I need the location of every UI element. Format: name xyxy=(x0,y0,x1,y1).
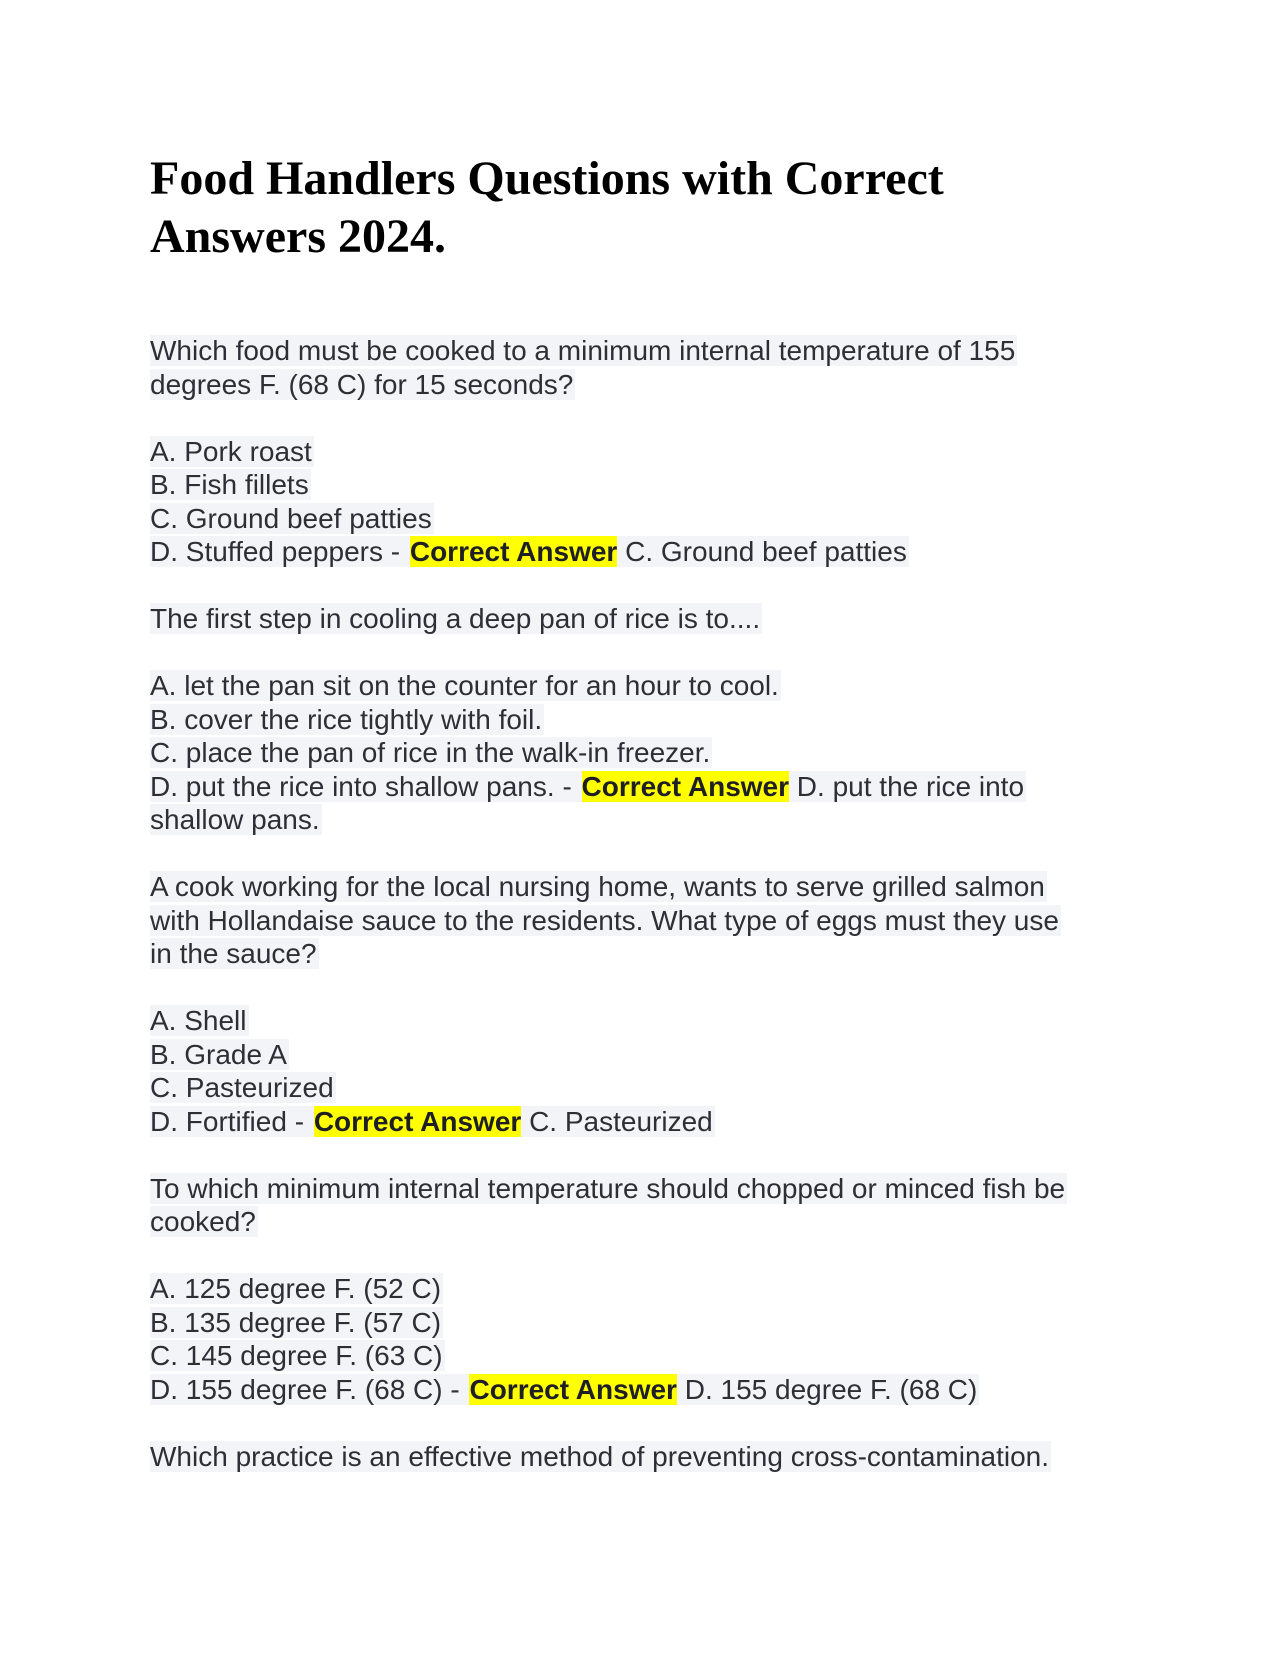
option-c: C. Ground beef patties xyxy=(150,502,432,534)
option-b: B. cover the rice tightly with foil. xyxy=(150,703,543,735)
option-c: C. place the pan of rice in the walk-in freezer. xyxy=(150,737,711,768)
option-c: C. Pasteurized xyxy=(150,1072,334,1103)
question-text: A cook working for the local nursing home, wants to serve grilled salmon xyxy=(150,871,1045,902)
question-text: Which food must be cooked to a minimum internal temperature of 155 xyxy=(150,335,1016,366)
option-d-with-answer: D. Stuffed peppers - Correct Answer C. Ground beef patties xyxy=(150,536,907,567)
question-text: Which practice is an effective method of preventing cross-contamination. xyxy=(150,1440,1050,1472)
correct-answer-highlight: Correct Answer xyxy=(409,536,618,567)
option-d-with-answer: D. Fortified - Correct Answer C. Pasteurized xyxy=(150,1105,713,1137)
question-text: degrees F. (68 C) for 15 seconds? xyxy=(150,368,574,400)
correct-answer-highlight: Correct Answer xyxy=(313,1105,522,1137)
title-line-1: Food Handlers Questions with Correct xyxy=(150,152,944,205)
option-d-with-answer: D. put the rice into shallow pans. - Correct Answer D. put the rice into xyxy=(150,770,1025,802)
questions-list xyxy=(150,334,1130,1473)
question-block xyxy=(150,334,1130,569)
question-text: To which minimum internal temperature should chopped or minced fish be xyxy=(150,1172,1066,1204)
option-a: A. let the pan sit on the counter for an hour to cool. xyxy=(150,670,779,701)
option-b: B. Fish fillets xyxy=(150,469,309,500)
answer-text: D. put the rice into xyxy=(789,770,1025,802)
correct-answer-highlight: Correct Answer xyxy=(469,1373,677,1405)
question-text: in the sauce? xyxy=(150,938,317,969)
option-a: A. Pork roast xyxy=(150,435,312,467)
question-text: cooked? xyxy=(150,1206,256,1237)
answer-text: D. 155 degree F. (68 C) xyxy=(676,1373,978,1405)
question-text: with Hollandaise sauce to the residents. What type of eggs must they use xyxy=(150,904,1059,936)
correct-answer-highlight: Correct Answer xyxy=(581,770,790,802)
option-b: B. 135 degree F. (57 C) xyxy=(150,1306,442,1338)
document-page xyxy=(150,150,1130,1473)
option-a: A. 125 degree F. (52 C) xyxy=(150,1273,442,1304)
question-block xyxy=(150,602,1130,837)
answer-text: C. Pasteurized xyxy=(521,1105,713,1137)
question-text: The first step in cooling a deep pan of rice is to.... xyxy=(150,603,761,634)
option-b: B. Grade A xyxy=(150,1038,287,1070)
document-title xyxy=(150,150,1130,266)
question-block xyxy=(150,1440,1130,1474)
question-block xyxy=(150,1172,1130,1407)
answer-text: C. Ground beef patties xyxy=(617,536,907,567)
option-d-with-answer: D. 155 degree F. (68 C) - Correct Answer D. 155 degree F. (68 C) xyxy=(150,1373,978,1405)
title-line-2: Answers 2024. xyxy=(150,210,446,263)
answer-text-continued: shallow pans. xyxy=(150,804,320,835)
option-a: A. Shell xyxy=(150,1005,247,1036)
option-c: C. 145 degree F. (63 C) xyxy=(150,1340,443,1371)
question-block xyxy=(150,870,1130,1138)
